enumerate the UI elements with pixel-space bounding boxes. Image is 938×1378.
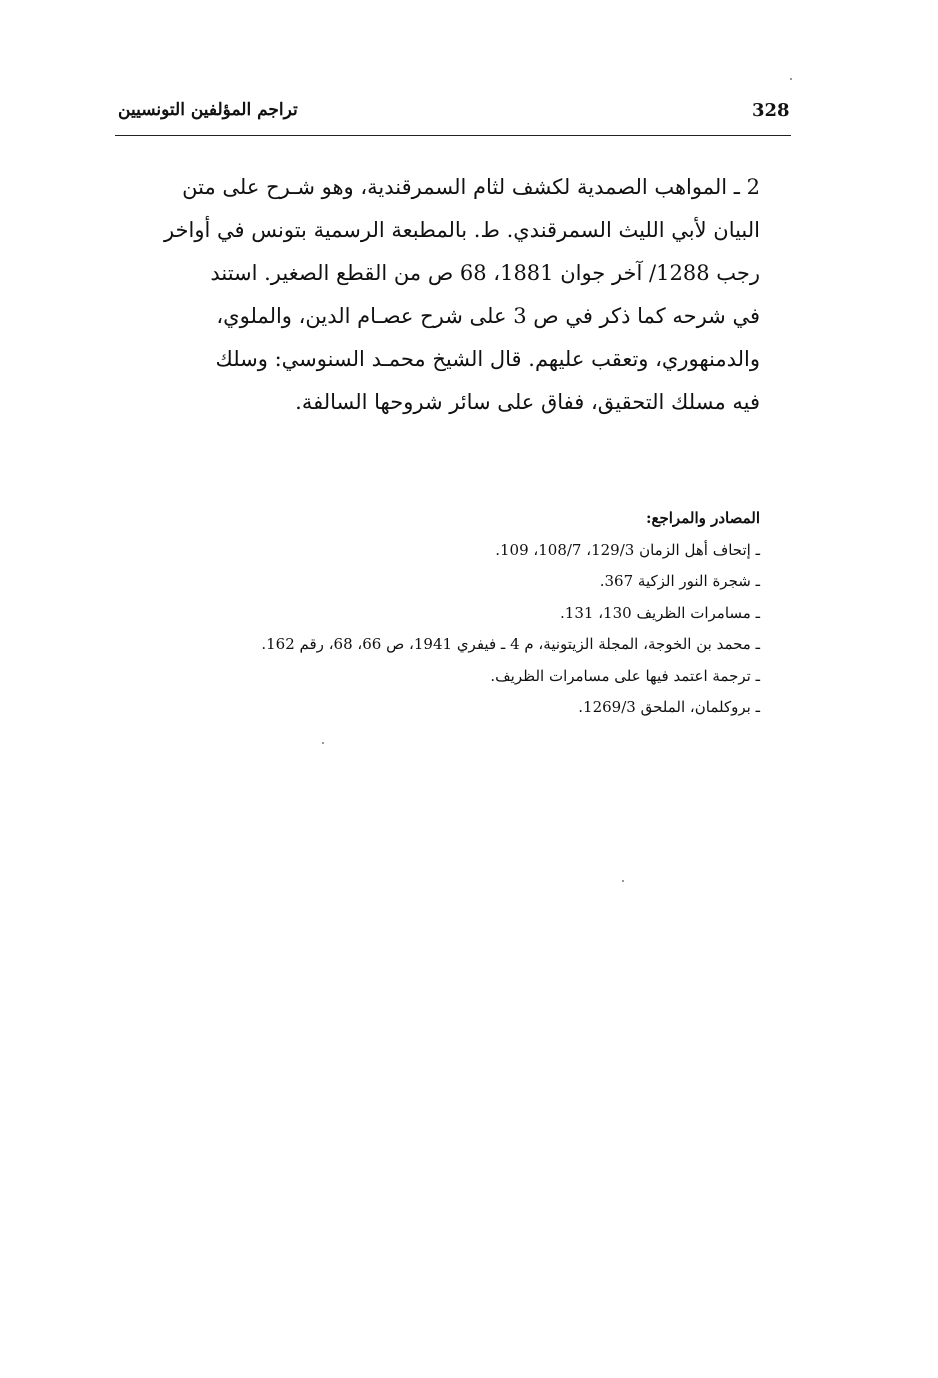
- page-number: 328: [752, 100, 790, 121]
- header-divider: [115, 135, 791, 136]
- reference-item: ـ شجرة النور الزكية 367.: [599, 572, 760, 590]
- entry-line: رجب 1288/ آخر جوان 1881، 68 ص من القطع الصغير. استند: [210, 261, 760, 285]
- references-title: المصادر والمراجع:: [645, 509, 760, 527]
- entry-line: في شرحه كما ذكر في ص 3 على شرح عصـام الدين، والملوي،: [216, 304, 760, 328]
- reference-item: ـ مسامرات الظريف 130، 131.: [560, 603, 760, 622]
- book-entry: [100, 166, 760, 424]
- reference-item: ـ محمد بن الخوجة، المجلة الزيتونية، م 4 ـ فيفري 1941، ص 66، 68، رقم 162.: [261, 635, 760, 653]
- scan-speck: [322, 742, 324, 744]
- entry-line: فيه مسلك التحقيق، ففاق على سائر شروحها السالفة.: [295, 390, 760, 414]
- entry-line: البيان لأبي الليث السمرقندي. ط. بالمطبعة الرسمية بتونس في أواخر: [163, 218, 760, 242]
- reference-item: ـ بروكلمان، الملحق 1269/3.: [578, 698, 760, 716]
- references-section: [150, 503, 760, 724]
- entry-line: والدمنهوري، وتعقب عليهم. قال الشيخ محمـد السنوسي: وسلك: [215, 347, 760, 371]
- entry-line: 2 ـ المواهب الصمدية لكشف لثام السمرقندية، وهو شـرح على متن: [182, 175, 760, 199]
- running-header: تراجم المؤلفين التونسيين: [118, 100, 298, 120]
- reference-item: ـ إتحاف أهل الزمان 129/3، 108/7، 109.: [495, 540, 760, 559]
- reference-item: ـ ترجمة اعتمد فيها على مسامرات الظريف.: [490, 666, 760, 685]
- scan-speck: [790, 78, 792, 80]
- scan-speck: [622, 880, 624, 882]
